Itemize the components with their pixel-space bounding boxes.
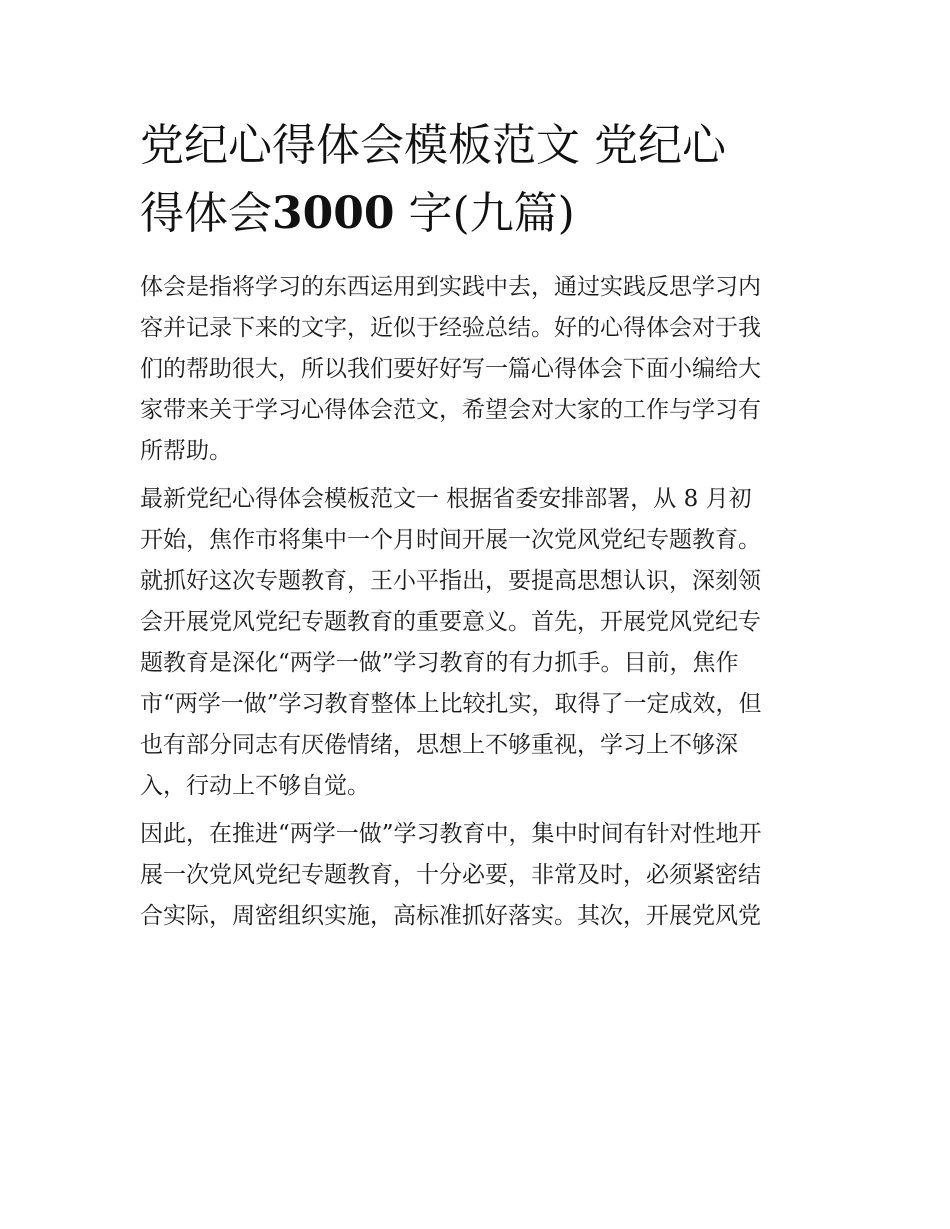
text-line: 最新党纪心得体会模板范文一 根据省委安排部署，从 8 月初	[140, 486, 752, 512]
paragraph-continuation	[140, 814, 812, 937]
text-line: 题教育是深化“两学一做”学习教育的有力抓手。目前，焦作	[140, 650, 739, 676]
text-line: 容并记录下来的文字，近似于经验总结。好的心得体会对于我	[140, 315, 761, 341]
text-line: 入，行动上不够自觉。	[140, 773, 370, 799]
document-body	[140, 112, 812, 937]
text-line: 会开展党风党纪专题教育的重要意义。首先，开展党风党纪专	[140, 609, 761, 635]
text-line: 开始，焦作市将集中一个月时间开展一次党风党纪专题教育。	[140, 527, 761, 553]
title-line-2	[140, 180, 812, 248]
text-line: 家带来关于学习心得体会范文，希望会对大家的工作与学习有	[140, 397, 761, 423]
document-title	[140, 112, 812, 248]
title-line-2-text: 得体会	[140, 188, 272, 239]
text-line: 体会是指将学习的东西运用到实践中去，通过实践反思学习内	[140, 274, 761, 300]
paragraph-intro	[140, 267, 812, 472]
title-line-1: 党纪心得体会模板范文 党纪心	[140, 120, 726, 171]
title-number: 3000	[272, 188, 395, 239]
text-line: 合实际，周密组织实施，高标准抓好落实。其次，开展党风党	[140, 903, 761, 929]
text-line: 就抓好这次专题教育，王小平指出，要提高思想认识，深刻领	[140, 568, 761, 594]
paragraph-article-one	[140, 479, 812, 807]
text-line: 所帮助。	[140, 438, 232, 464]
text-line: 展一次党风党纪专题教育，十分必要，非常及时，必须紧密结	[140, 862, 761, 888]
text-line: 市“两学一做”学习教育整体上比较扎实，取得了一定成效，但	[140, 691, 762, 717]
text-line: 也有部分同志有厌倦情绪，思想上不够重视，学习上不够深	[140, 732, 738, 758]
title-line-2-suffix: 字(九篇)	[394, 188, 575, 239]
text-line: 因此，在推进“两学一做”学习教育中，集中时间有针对性地开	[140, 821, 762, 847]
text-line: 们的帮助很大，所以我们要好好写一篇心得体会下面小编给大	[140, 356, 761, 382]
